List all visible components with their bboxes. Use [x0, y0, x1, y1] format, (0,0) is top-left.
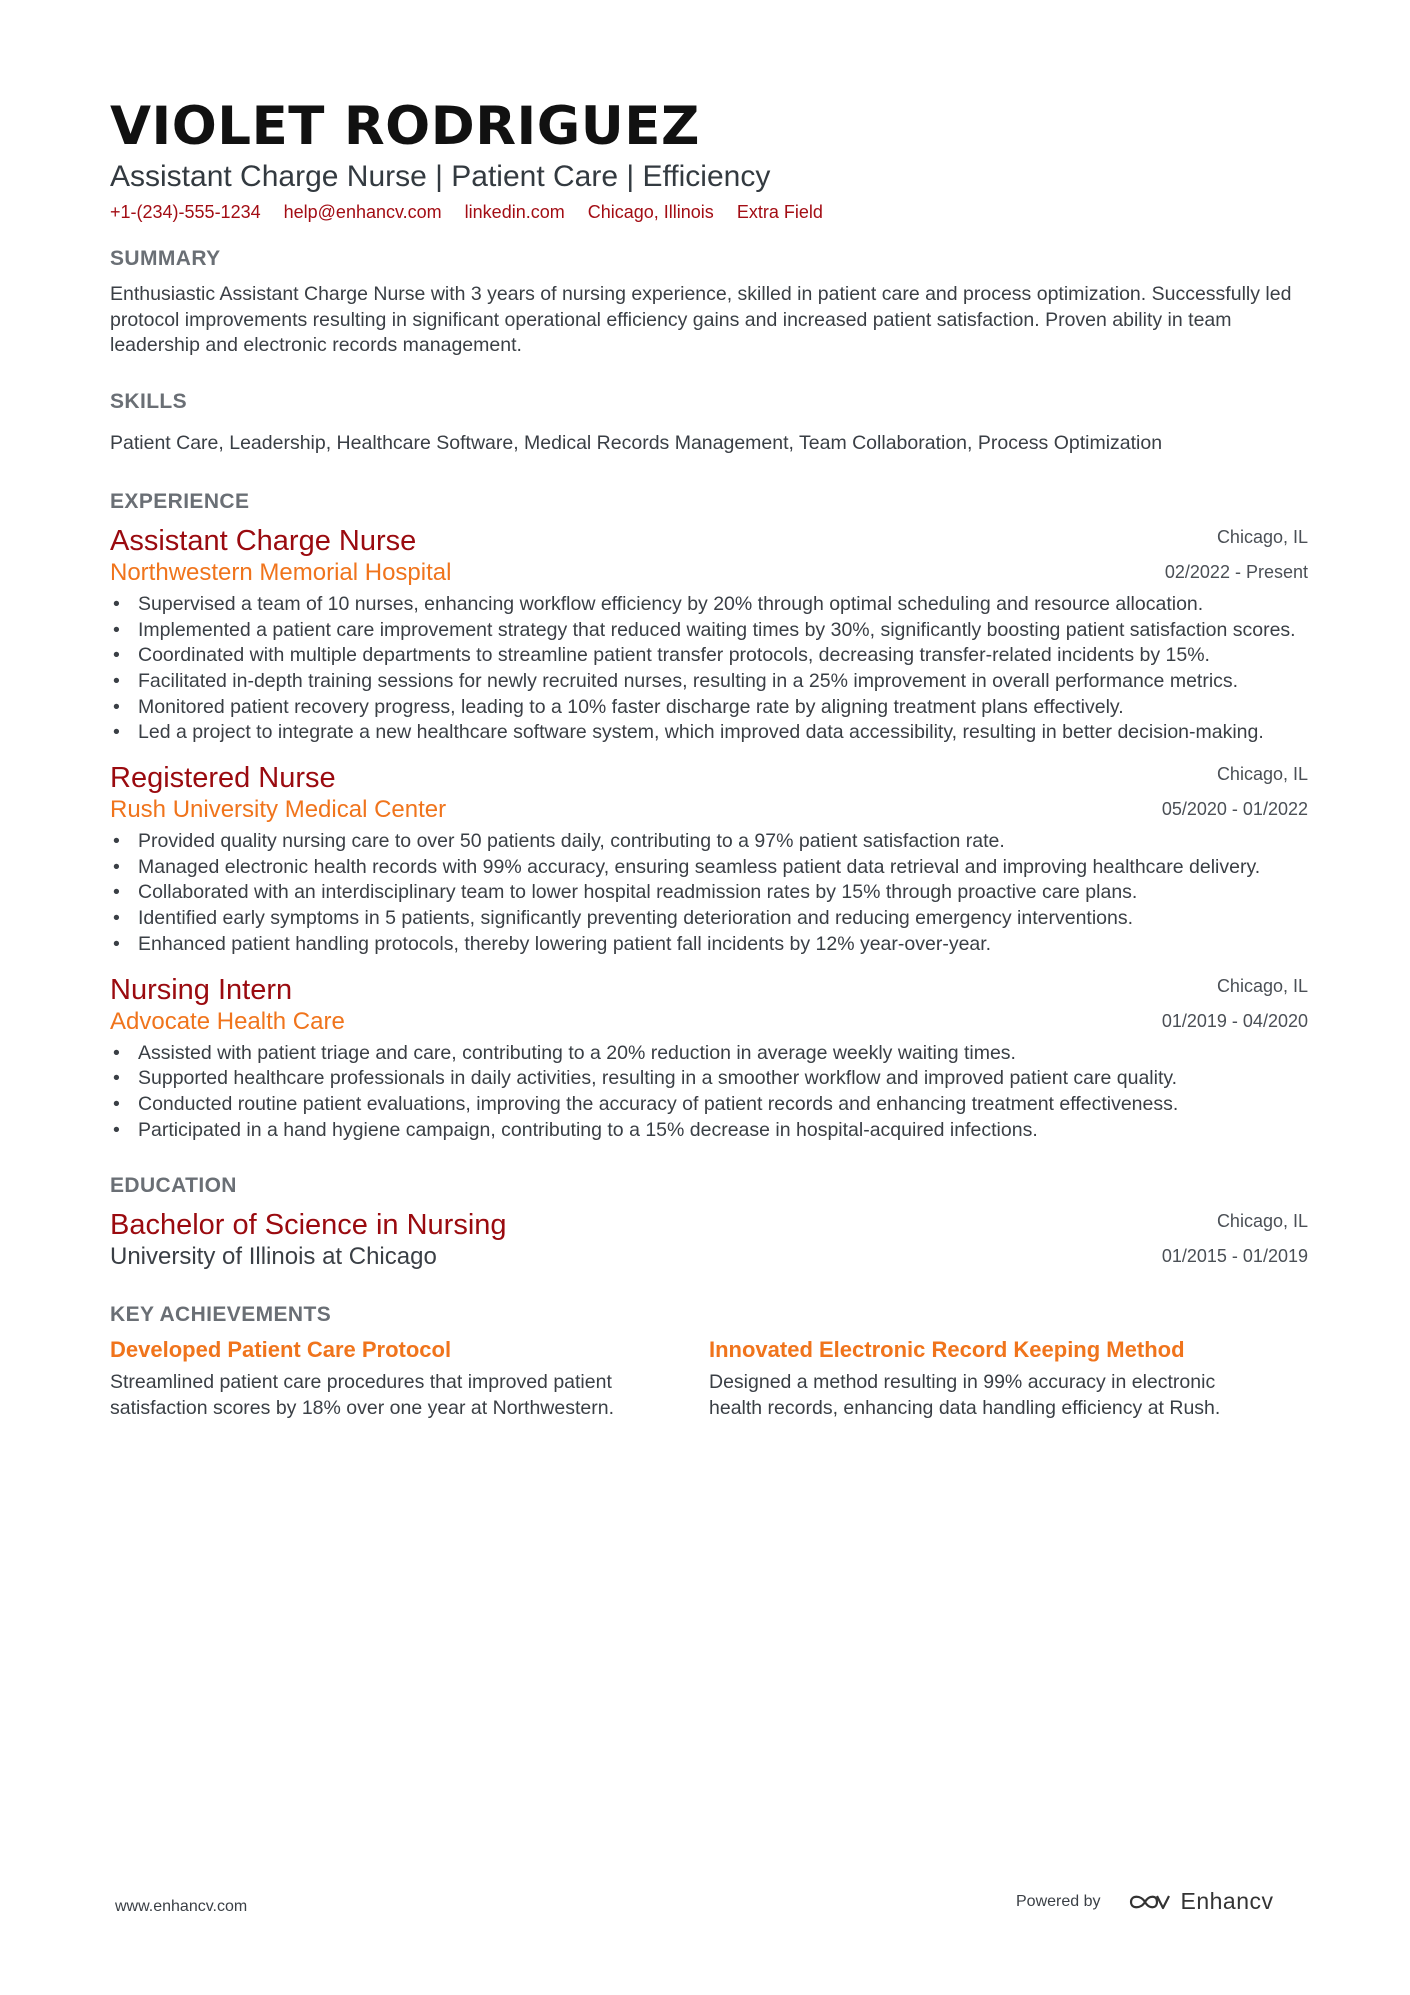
job-location: Chicago, IL [1216, 764, 1308, 785]
footer-website[interactable]: www.enhancv.com [115, 1898, 248, 1915]
experience-entry [110, 525, 1308, 746]
company-name: Advocate Health Care [110, 1007, 345, 1035]
candidate-name: VIOLET RODRIGUEZ [110, 96, 700, 157]
section-title-skills: SKILLS [110, 390, 188, 414]
education-location: Chicago, IL [1216, 1211, 1308, 1232]
bullet-item: • Conducted routine patient evaluations, improving the accuracy of patient records and enhancing treatment effectiveness. [138, 1092, 1308, 1118]
entry-header [110, 762, 1308, 825]
bullet-item: • Coordinated with multiple departments to streamline patient transfer protocols, decreasing transfer-related incidents by 15%. [138, 643, 1308, 669]
contact-email[interactable]: help@enhancv.com [283, 202, 442, 222]
summary-section [110, 246, 1308, 359]
enhancv-logo-icon [1127, 1889, 1173, 1915]
job-title: Nursing Intern [110, 973, 293, 1006]
job-dates: 01/2019 - 04/2020 [1161, 1010, 1308, 1031]
bullet-item: • Participated in a hand hygiene campaign, contributing to a 15% decrease in hospital-acquired infections. [138, 1118, 1308, 1144]
section-title-experience: EXPERIENCE [110, 489, 250, 513]
skills-text: Patient Care, Leadership, Healthcare Software, Medical Records Management, Team Collaboration, Process Optimization [110, 432, 1163, 455]
school-name: University of Illinois at Chicago [110, 1243, 437, 1271]
brand-name: Enhancv [1180, 1888, 1274, 1914]
job-bullets [110, 829, 1308, 958]
resume-header [110, 96, 1308, 224]
achievement-title: Innovated Electronic Record Keeping Method [709, 1337, 1185, 1363]
entry-header [110, 974, 1308, 1037]
achievements-grid [110, 1336, 1308, 1421]
bullet-item: • Collaborated with an interdisciplinary team to lower hospital readmission rates by 15% through proactive care plans. [138, 880, 1308, 906]
headline: Assistant Charge Nurse | Patient Care | Efficiency [110, 160, 771, 193]
job-bullets [110, 1041, 1308, 1144]
achievement-item [110, 1336, 709, 1421]
achievement-text: Streamlined patient care procedures that improved patient satisfaction scores by 18% over one year at Northwestern. [110, 1371, 614, 1420]
job-title: Assistant Charge Nurse [110, 524, 417, 557]
skills-section [110, 389, 1308, 457]
bullet-item: • Supported healthcare professionals in daily activities, resulting in a smoother workflow and improved patient care quality. [138, 1066, 1308, 1092]
education-dates: 01/2015 - 01/2019 [1161, 1246, 1308, 1267]
job-dates: 05/2020 - 01/2022 [1161, 799, 1308, 820]
bullet-item: • Led a project to integrate a new healthcare software system, which improved data accessibility, resulting in better decision-making. [138, 720, 1308, 746]
experience-entry [110, 762, 1308, 958]
experience-entry [110, 974, 1308, 1144]
contact-location: Chicago, Illinois [587, 202, 714, 222]
company-name: Northwestern Memorial Hospital [110, 558, 452, 586]
job-location: Chicago, IL [1216, 975, 1308, 996]
bullet-item: • Implemented a patient care improvement strategy that reduced waiting times by 30%, significantly boosting patient satisfaction scores. [138, 618, 1308, 644]
bullet-item: • Identified early symptoms in 5 patients, significantly preventing deterioration and reducing emergency interventions. [138, 906, 1308, 932]
job-bullets [110, 592, 1308, 746]
section-title-education: EDUCATION [110, 1174, 237, 1198]
powered-by-label: Powered by [1016, 1892, 1101, 1910]
contact-line [110, 200, 1308, 224]
resume-page [110, 96, 1308, 1422]
achievement-text: Designed a method resulting in 99% accuracy in electronic health records, enhancing data handling efficiency at Rush. [709, 1371, 1221, 1420]
education-entry [110, 1209, 1308, 1272]
bullet-item: • Enhanced patient handling protocols, thereby lowering patient fall incidents by 12% year-over-year. [138, 932, 1308, 958]
enhancv-logo[interactable] [1127, 1888, 1274, 1915]
company-name: Rush University Medical Center [110, 796, 447, 824]
contact-phone[interactable]: +1-(234)-555-1234 [110, 202, 261, 222]
section-title-achievements: KEY ACHIEVEMENTS [110, 1303, 332, 1327]
footer-branding [1016, 1888, 1274, 1915]
achievements-section [110, 1302, 1308, 1421]
section-title-summary: SUMMARY [110, 247, 221, 270]
entry-header [110, 525, 1308, 588]
job-title: Registered Nurse [110, 762, 336, 795]
job-dates: 02/2022 - Present [1164, 561, 1308, 582]
bullet-item: • Supervised a team of 10 nurses, enhancing workflow efficiency by 20% through optimal scheduling and resource allocation. [138, 592, 1308, 618]
contact-linkedin[interactable]: linkedin.com [464, 202, 565, 222]
experience-section [110, 489, 1308, 1144]
bullet-item: • Monitored patient recovery progress, leading to a 10% faster discharge rate by aligning treatment plans effectively. [138, 695, 1308, 721]
bullet-item: • Facilitated in-depth training sessions for newly recruited nurses, resulting in a 25% improvement in overall performance metrics. [138, 669, 1308, 695]
summary-text: Enthusiastic Assistant Charge Nurse with 3 years of nursing experience, skilled in patient care and process optimization. Successfully led protocol improvements resulting in significant operational efficiency gains and increased patient satisfaction. Proven ability in team leadership and electronic records management. [110, 283, 1292, 357]
bullet-item: • Provided quality nursing care to over 50 patients daily, contributing to a 97% patient satisfaction rate. [138, 829, 1308, 855]
contact-extra: Extra Field [736, 202, 823, 222]
degree-title: Bachelor of Science in Nursing [110, 1209, 507, 1242]
achievement-item [709, 1336, 1308, 1421]
bullet-item: • Managed electronic health records with 99% accuracy, ensuring seamless patient data retrieval and improving healthcare delivery. [138, 855, 1308, 881]
job-location: Chicago, IL [1216, 526, 1308, 547]
bullet-item: • Assisted with patient triage and care, contributing to a 20% reduction in average weekly waiting times. [138, 1041, 1308, 1067]
achievement-title: Developed Patient Care Protocol [110, 1337, 452, 1363]
education-section [110, 1173, 1308, 1272]
